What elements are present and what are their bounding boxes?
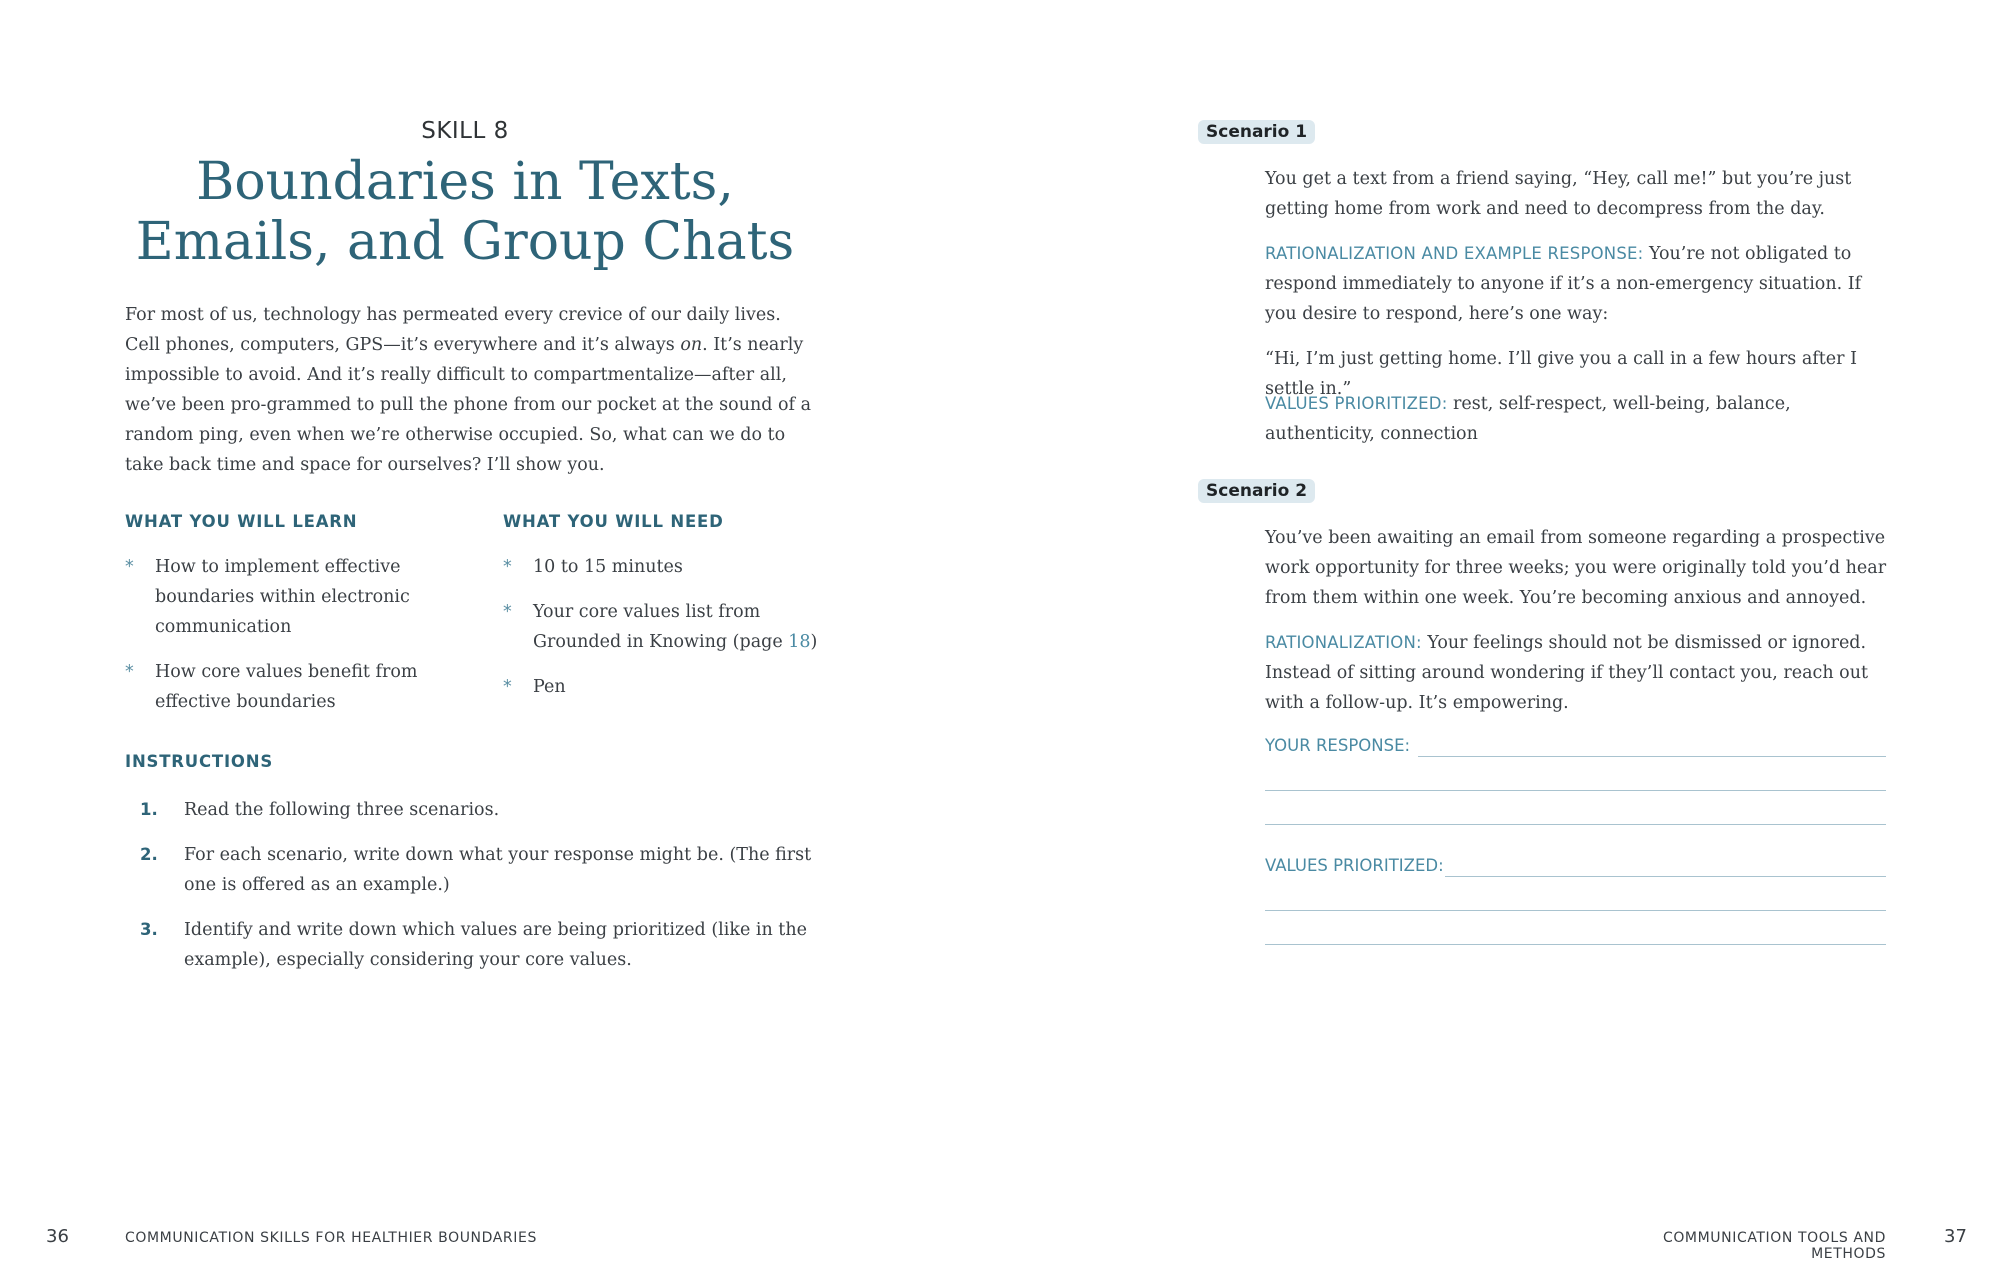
learn-item-2: How core values benefit from effective boundaries — [155, 662, 418, 712]
asterisk-icon: * — [125, 662, 134, 682]
list-item — [125, 657, 425, 717]
values-line-2[interactable] — [1265, 910, 1886, 911]
page-number-right: 37 — [1944, 1226, 1967, 1247]
title-line-2: Emails, and Group Chats — [135, 212, 795, 272]
list-item — [503, 672, 823, 702]
need-item-2 — [533, 602, 817, 652]
need-list — [503, 552, 823, 717]
step-number: 3. — [140, 920, 158, 939]
values-prioritized-label: VALUES PRIORITIZED: — [1265, 856, 1444, 875]
response-line-3[interactable] — [1265, 824, 1886, 825]
list-item — [140, 840, 820, 900]
need-item-1: 10 to 15 minutes — [533, 557, 683, 577]
instructions-list — [140, 795, 820, 990]
scenario-2-tag: Scenario 2 — [1198, 479, 1315, 503]
scenario-1-values — [1265, 389, 1895, 449]
intro-italic: on — [680, 335, 703, 355]
asterisk-icon: * — [503, 677, 512, 697]
right-page — [1000, 0, 2000, 1283]
need-item-2-close: ) — [810, 632, 818, 652]
step-text: Identify and write down which values are being prioritized (like in the example), especially considering your core values. — [184, 920, 807, 970]
your-response-label: YOUR RESPONSE: — [1265, 736, 1411, 755]
rationale-label: RATIONALIZATION: — [1265, 633, 1422, 652]
scenario-2-rationale — [1265, 628, 1895, 718]
intro-text-start: For most of us, technology has permeated every crevice of our daily lives. Cell phones, computers, GPS—it’s everywhere and it’s always — [125, 305, 781, 355]
values-line-3[interactable] — [1265, 944, 1886, 945]
rationale-text: You’re not obligated to respond immediately to anyone if it’s a non-emergency situation. If you desire to respond, here’s one way: — [1265, 244, 1862, 324]
learn-list — [125, 552, 425, 732]
instructions-heading: INSTRUCTIONS — [125, 752, 274, 771]
example-response: “Hi, I’m just getting home. I’ll give you a call in a few hours after I settle in.” — [1265, 349, 1857, 399]
learn-item-1: How to implement effective boundaries within electronic communication — [155, 557, 410, 637]
list-item — [503, 552, 823, 582]
need-heading: WHAT YOU WILL NEED — [503, 512, 724, 531]
list-item — [503, 597, 823, 657]
scenario-1-text: You get a text from a friend saying, “Hey, call me!” but you’re just getting home from work and need to decompress from the day. — [1265, 169, 1852, 219]
page-reference-link[interactable]: 18 — [788, 632, 811, 652]
rationale-label: RATIONALIZATION AND EXAMPLE RESPONSE: — [1265, 244, 1644, 263]
step-text: Read the following three scenarios. — [184, 800, 500, 820]
need-item-2-text: Your core values list from Grounded in Knowing (page — [533, 602, 789, 652]
values-text: rest, self-respect, well-being, balance, authenticity, connection — [1265, 394, 1791, 444]
step-number: 1. — [140, 800, 158, 819]
page-number-left: 36 — [46, 1226, 69, 1247]
scenario-2-text: You’ve been awaiting an email from someone regarding a prospective work opportunity for three weeks; you were originally told you’d hear from them within one week. You’re becoming anxious and annoyed. — [1265, 528, 1887, 608]
list-item — [125, 552, 425, 642]
rationale-text: Your feelings should not be dismissed or ignored. Instead of sitting around wondering if they’ll contact you, reach out with a follow-up. It’s empowering. — [1265, 633, 1869, 713]
asterisk-icon: * — [503, 557, 512, 577]
values-label: VALUES PRIORITIZED: — [1265, 394, 1448, 413]
scenario-1-tag: Scenario 1 — [1198, 120, 1315, 144]
page-title — [125, 152, 805, 272]
asterisk-icon: * — [125, 557, 134, 577]
footer-left: COMMUNICATION SKILLS FOR HEALTHIER BOUNDARIES — [125, 1230, 537, 1246]
title-line-1: Boundaries in Texts, — [196, 152, 734, 212]
asterisk-icon: * — [503, 602, 512, 622]
response-line-1[interactable] — [1418, 756, 1886, 757]
intro-paragraph — [125, 300, 815, 480]
list-item — [140, 915, 820, 975]
list-item — [140, 795, 820, 825]
scenario-1-rationale — [1265, 239, 1895, 329]
step-number: 2. — [140, 845, 158, 864]
skill-label: SKILL 8 — [421, 118, 509, 144]
footer-right: COMMUNICATION TOOLS AND METHODS — [1662, 1230, 1886, 1262]
values-line-1[interactable] — [1445, 876, 1886, 877]
response-line-2[interactable] — [1265, 790, 1886, 791]
intro-text-end: . It’s nearly impossible to avoid. And it’s really difficult to compartmentalize—after all, we’ve been pro-grammed to pull the phone from our pocket at the sound of a random ping, even when we’re otherwise occupied. So, what can we do to take back time and space for ourselves? I’ll show you. — [125, 335, 812, 475]
step-text: For each scenario, write down what your response might be. (The first one is offered as an example.) — [184, 845, 812, 895]
learn-heading: WHAT YOU WILL LEARN — [125, 512, 358, 531]
need-item-3: Pen — [533, 677, 566, 697]
